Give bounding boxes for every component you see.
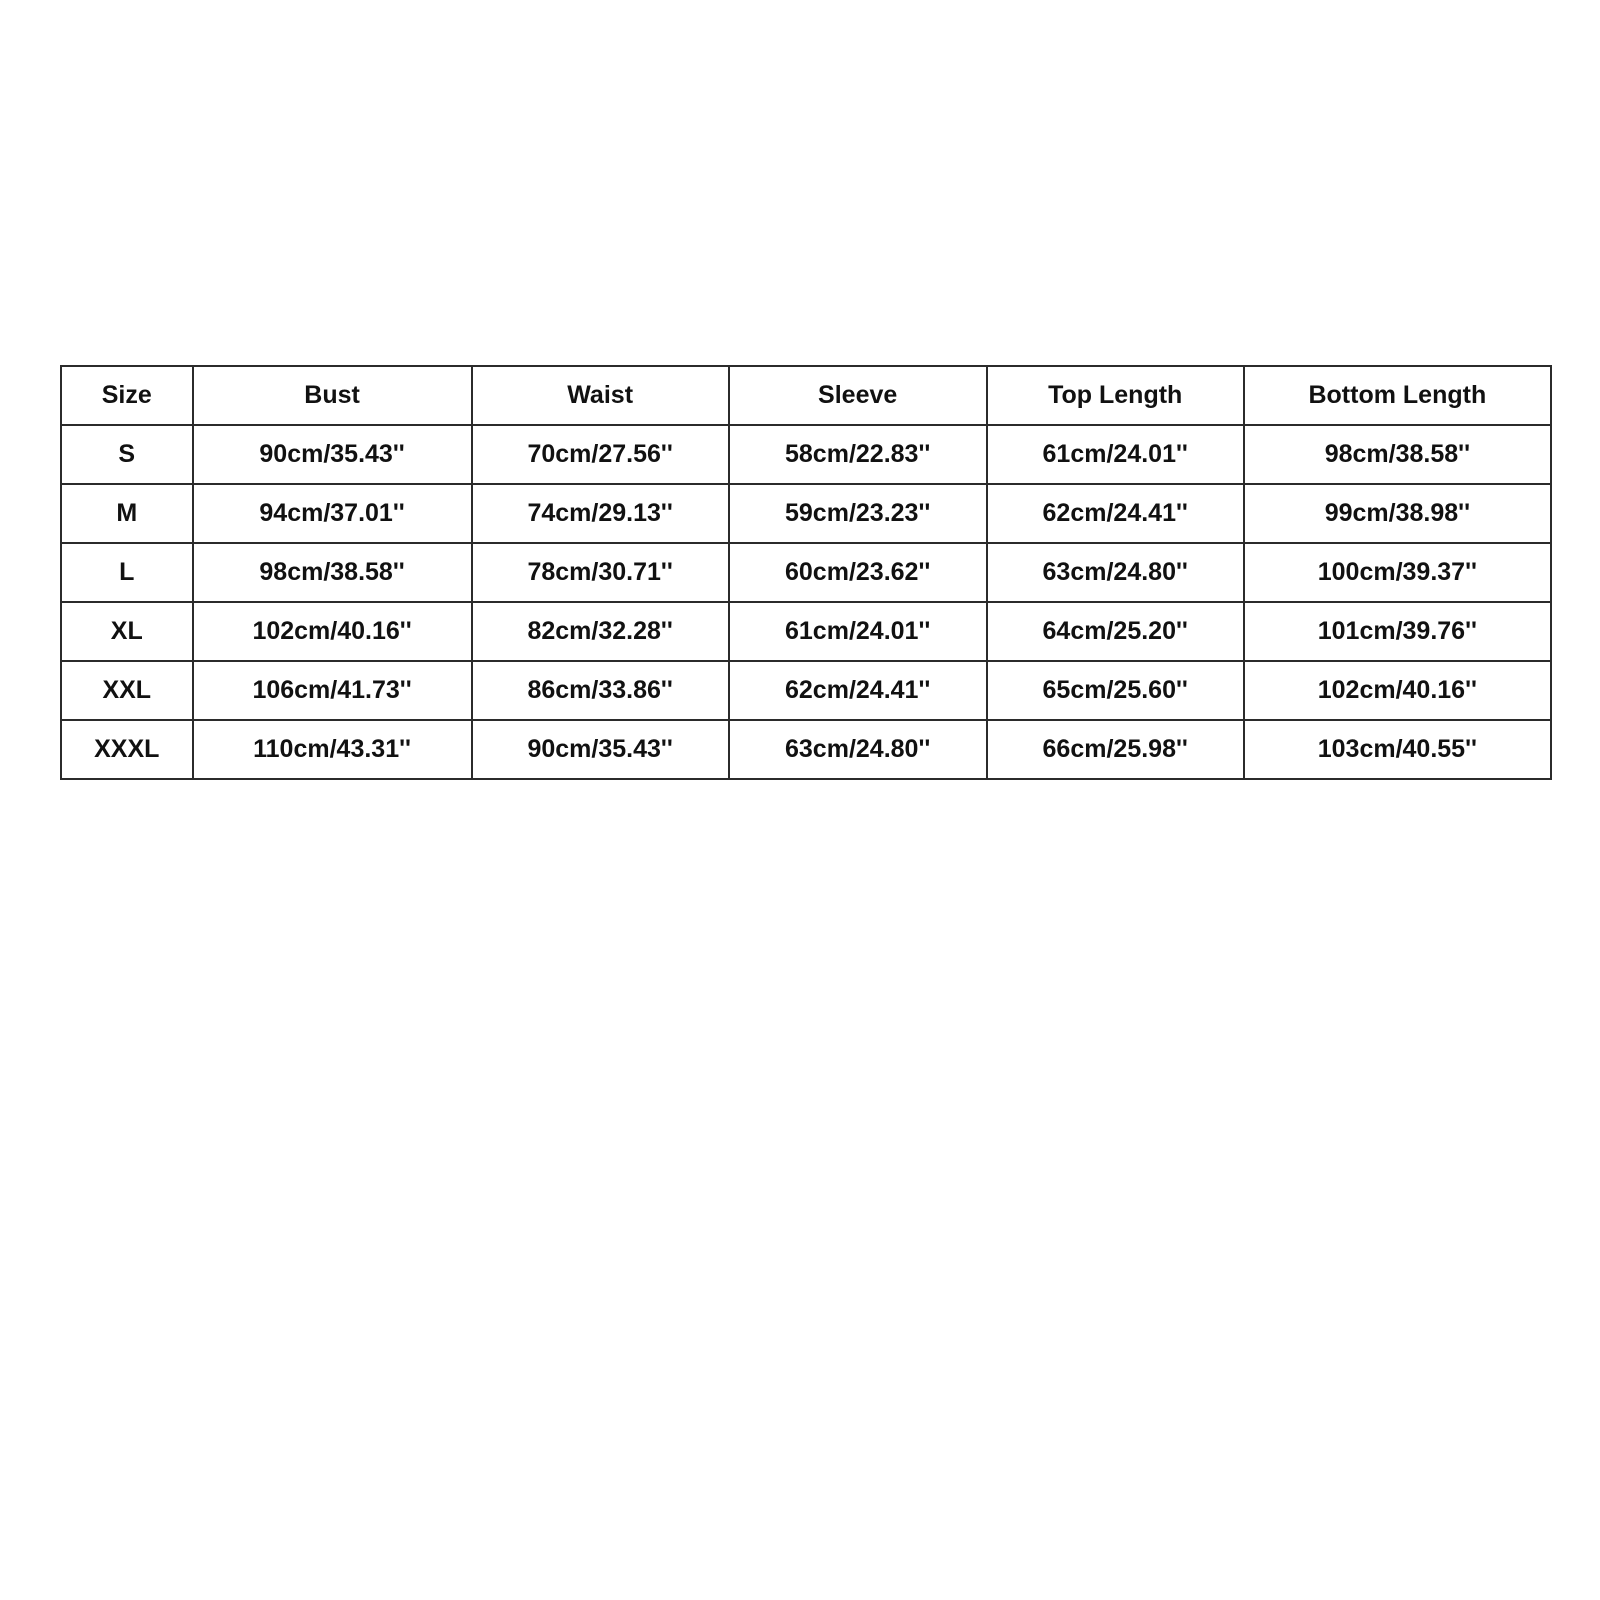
cell-sleeve: 59cm/23.23'' [729,484,987,543]
cell-sleeve: 63cm/24.80'' [729,720,987,779]
cell-bottom-length: 98cm/38.58'' [1244,425,1551,484]
cell-waist: 74cm/29.13'' [472,484,729,543]
cell-size: XXXL [61,720,193,779]
cell-waist: 90cm/35.43'' [472,720,729,779]
cell-top-length: 65cm/25.60'' [987,661,1244,720]
header-bottom-length: Bottom Length [1244,366,1551,425]
cell-top-length: 61cm/24.01'' [987,425,1244,484]
cell-top-length: 64cm/25.20'' [987,602,1244,661]
cell-waist: 70cm/27.56'' [472,425,729,484]
table-row [61,720,1551,779]
cell-waist: 78cm/30.71'' [472,543,729,602]
header-bust: Bust [193,366,472,425]
table-row [61,543,1551,602]
header-waist: Waist [472,366,729,425]
cell-bottom-length: 99cm/38.98'' [1244,484,1551,543]
cell-bottom-length: 101cm/39.76'' [1244,602,1551,661]
cell-bust: 102cm/40.16'' [193,602,472,661]
cell-top-length: 63cm/24.80'' [987,543,1244,602]
cell-top-length: 62cm/24.41'' [987,484,1244,543]
cell-waist: 86cm/33.86'' [472,661,729,720]
cell-bust: 90cm/35.43'' [193,425,472,484]
cell-size: L [61,543,193,602]
cell-sleeve: 60cm/23.62'' [729,543,987,602]
cell-sleeve: 61cm/24.01'' [729,602,987,661]
cell-size: M [61,484,193,543]
table-row [61,661,1551,720]
cell-bottom-length: 100cm/39.37'' [1244,543,1551,602]
cell-bust: 94cm/37.01'' [193,484,472,543]
table-header-row [61,366,1551,425]
table-row [61,484,1551,543]
table-row [61,425,1551,484]
cell-bottom-length: 103cm/40.55'' [1244,720,1551,779]
cell-bust: 106cm/41.73'' [193,661,472,720]
cell-size: XL [61,602,193,661]
cell-bust: 98cm/38.58'' [193,543,472,602]
header-top-length: Top Length [987,366,1244,425]
header-size: Size [61,366,193,425]
cell-sleeve: 58cm/22.83'' [729,425,987,484]
size-chart-table [60,365,1552,780]
cell-size: XXL [61,661,193,720]
cell-size: S [61,425,193,484]
cell-waist: 82cm/32.28'' [472,602,729,661]
header-sleeve: Sleeve [729,366,987,425]
cell-bust: 110cm/43.31'' [193,720,472,779]
table-row [61,602,1551,661]
cell-bottom-length: 102cm/40.16'' [1244,661,1551,720]
cell-top-length: 66cm/25.98'' [987,720,1244,779]
cell-sleeve: 62cm/24.41'' [729,661,987,720]
